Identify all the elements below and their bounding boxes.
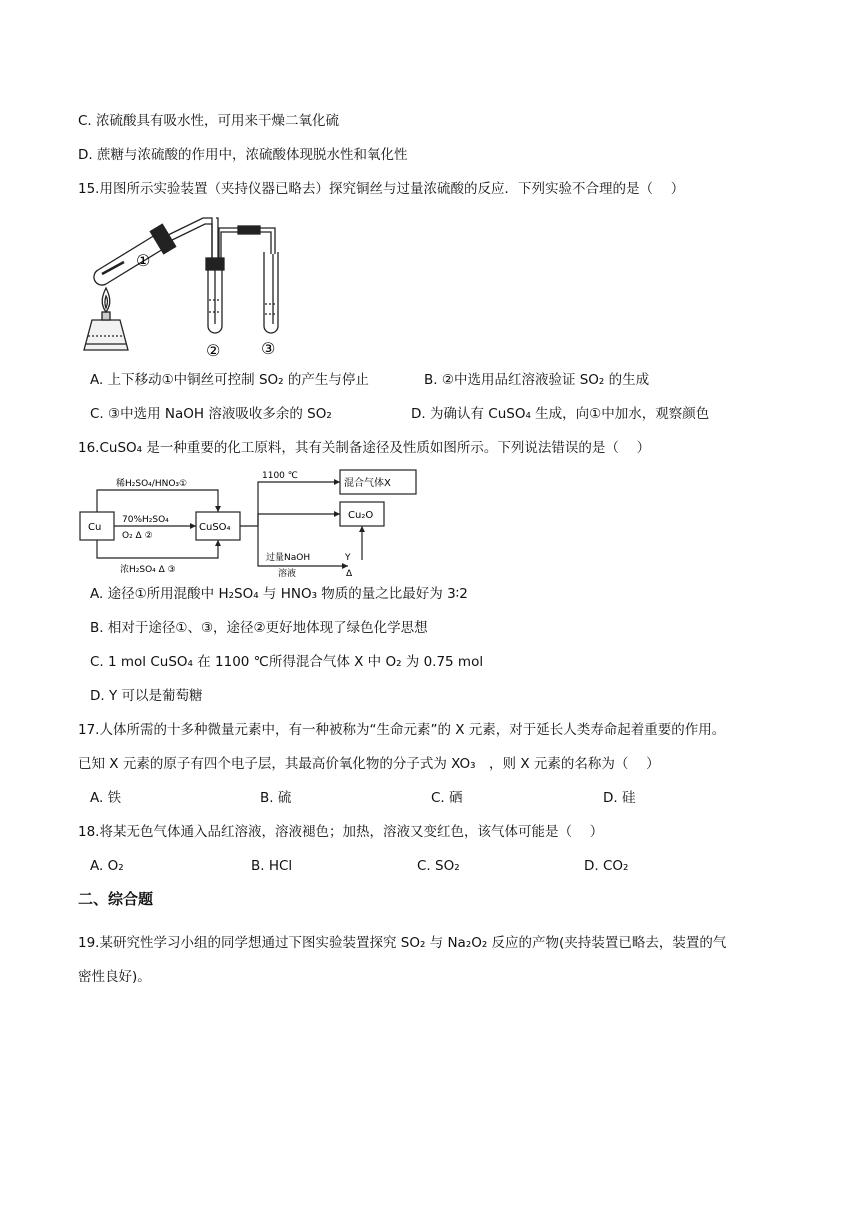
q16-option-a: A. 途径①所用混酸中 H₂SO₄ 与 HNO₃ 物质的量之比最好为 3∶2 xyxy=(90,586,468,602)
test-tube-3 xyxy=(264,252,278,333)
fig15-label-3: ③ xyxy=(261,339,276,358)
q17-stem-line1: 17.人体所需的十多种微量元素中，有一种被称为“生命元素”的 X 元素，对于延长人类寿命起着重要的作用。 xyxy=(78,722,726,738)
q17-stem-line2: 已知 X 元素的原子有四个电子层，其最高价氧化物的分子式为 XO₃ ，则 X 元素的名称为（ ） xyxy=(78,756,660,772)
fig15-label-2: ② xyxy=(206,341,221,360)
fig16-y: Y xyxy=(345,553,351,563)
fig16-delta: Δ xyxy=(346,569,353,578)
q17-option-c: C. 硒 xyxy=(431,790,463,806)
q16-stem: 16.CuSO₄ 是一种重要的化工原料，其有关制备途径及性质如图所示。下列说法错误的是（ ） xyxy=(78,440,651,456)
q16-option-b: B. 相对于途径①、③，途径②更好地体现了绿色化学思想 xyxy=(90,620,428,636)
q18-option-a: A. O₂ xyxy=(90,858,124,874)
q19-stem-line1: 19.某研究性学习小组的同学想通过下图实验装置探究 SO₂ 与 Na₂O₂ 反应的产物(夹持装置已略去，装置的气 xyxy=(78,935,727,951)
q16-flow-diagram xyxy=(78,466,418,578)
q14-option-c: C. 浓硫酸具有吸水性，可用来干燥二氧化硫 xyxy=(78,113,340,129)
q18-option-b: B. HCl xyxy=(251,858,293,874)
q19-stem-line2: 密性良好)。 xyxy=(78,969,151,985)
q17-option-a: A. 铁 xyxy=(90,790,122,806)
q16-option-d: D. Y 可以是葡萄糖 xyxy=(90,688,203,704)
fig16-route3: 浓H₂SO₄ Δ ③ xyxy=(120,565,176,575)
q15-option-b: B. ②中选用品红溶液验证 SO₂ 的生成 xyxy=(424,372,650,388)
q16-option-c: C. 1 mol CuSO₄ 在 1100 ℃所得混合气体 X 中 O₂ 为 0.75 mol xyxy=(90,654,484,670)
q15-option-c: C. ③中选用 NaOH 溶液吸收多余的 SO₂ xyxy=(90,406,332,422)
q15-stem: 15.用图所示实验装置（夹持仪器已略去）探究铜丝与过量浓硫酸的反应．下列实验不合理的是（ ） xyxy=(78,181,685,197)
fig16-naoh1: 过量NaOH xyxy=(266,553,311,563)
fig15-label-1: ① xyxy=(136,251,151,270)
q18-stem: 18.将某无色气体通入品红溶液，溶液褪色；加热，溶液又变红色，该气体可能是（ ） xyxy=(78,824,604,840)
fig16-route1: 稀H₂SO₄/HNO₃① xyxy=(116,479,188,489)
q18-option-d: D. CO₂ xyxy=(584,858,629,874)
fig16-naoh2: 溶液 xyxy=(278,569,297,578)
q14-option-d: D. 蔗糖与浓硫酸的作用中，浓硫酸体现脱水性和氧化性 xyxy=(78,147,408,163)
section-heading: 二、综合题 xyxy=(78,890,154,908)
q18-option-c: C. SO₂ xyxy=(417,858,460,874)
q15-apparatus-figure xyxy=(78,208,308,363)
alcohol-lamp xyxy=(84,288,128,350)
fig16-cu2o: Cu₂O xyxy=(348,510,374,521)
fig16-gasx: 混合气体X xyxy=(344,478,391,489)
q17-option-d: D. 硅 xyxy=(603,790,636,806)
test-tube-1 xyxy=(94,218,210,285)
fig16-route2b: O₂ Δ ② xyxy=(122,531,153,541)
q15-option-a: A. 上下移动①中铜丝可控制 SO₂ 的产生与停止 xyxy=(90,372,369,388)
q17-option-b: B. 硫 xyxy=(260,790,292,806)
q15-option-d: D. 为确认有 CuSO₄ 生成，向①中加水，观察颜色 xyxy=(411,406,710,422)
fig16-cu: Cu xyxy=(88,522,102,533)
fig16-cuso4: CuSO₄ xyxy=(199,522,231,533)
fig16-route2a: 70%H₂SO₄ xyxy=(122,515,169,525)
fig16-temp: 1100 ℃ xyxy=(262,471,298,481)
